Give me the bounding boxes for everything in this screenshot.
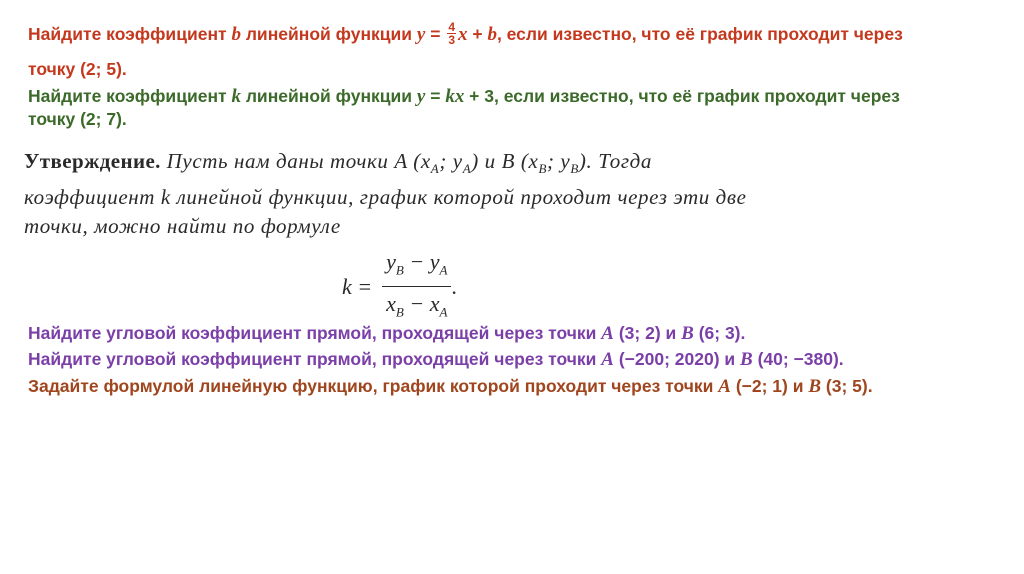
formula-numerator: $y_B - y_A$	[382, 247, 451, 287]
var-b-2: b	[487, 24, 497, 45]
task-1-mid: линейной функции	[240, 24, 417, 44]
statement-line-2: коэффициент k линейной функции, график которой проходит через эти две	[24, 185, 747, 210]
point-a-label: A	[601, 323, 614, 344]
var-b: b	[231, 24, 241, 45]
fraction-4-3	[447, 21, 456, 46]
task-2-prefix: Найдите коэффициент	[28, 86, 232, 106]
task-3-coord-b: (6; 3).	[693, 323, 746, 343]
task-2-mid: линейной функции	[240, 86, 417, 106]
statement-block	[24, 147, 804, 320]
var-x: x	[458, 24, 468, 45]
point-b-label: B	[740, 349, 753, 370]
task-4	[28, 347, 844, 372]
task-2-line-2: точку (2; 7).	[28, 109, 127, 129]
task-5-coord-b: (3; 5).	[821, 376, 873, 396]
task-3-coord-a: (3; 2) и	[613, 323, 682, 343]
statement-line-1	[24, 147, 804, 183]
task-4-coord-b: (40; −380).	[752, 349, 844, 369]
formula-k: k =	[342, 274, 373, 300]
task-1-line-1	[28, 19, 903, 47]
task-4-text: Найдите угловой коэффициент прямой, проходящей через точки	[28, 349, 602, 369]
fraction-denominator: 3	[448, 32, 455, 47]
task-4-coord-a: (−200; 2020) и	[613, 349, 741, 369]
point-a: A ($x_A$; $y_A$)	[394, 149, 479, 177]
point-b-label: B	[808, 376, 822, 397]
formula-fraction	[382, 247, 451, 327]
task-1-line-2: точку (2; 5).	[28, 59, 127, 79]
statement-then: Тогда	[592, 149, 652, 173]
statement-title: Утверждение.	[24, 149, 161, 173]
fraction-numerator: 4	[448, 19, 455, 34]
var-y: y	[416, 24, 426, 45]
equals: =	[425, 24, 446, 44]
statement-and: и	[478, 149, 502, 173]
point-b-label: B	[681, 323, 694, 344]
task-5	[28, 374, 873, 399]
var-kx: kx	[445, 86, 465, 107]
point-a-label: A	[601, 349, 614, 370]
task-2-line-1	[28, 84, 900, 109]
statement-text-1: Пусть нам даны точки	[160, 149, 395, 173]
plus: +	[467, 24, 488, 44]
statement-line-3: точки, можно найти по формуле	[24, 214, 341, 239]
task-1-prefix: Найдите коэффициент	[28, 24, 232, 44]
equals: =	[425, 86, 446, 106]
task-2-suffix: + 3, если известно, что её график проходит через	[464, 86, 900, 106]
formula-denominator: $x_B - x_A$	[386, 291, 448, 320]
task-3-text: Найдите угловой коэффициент прямой, проходящей через точки	[28, 323, 602, 343]
point-a-label: A	[718, 376, 731, 397]
task-3	[28, 321, 745, 346]
point-b: B ($x_B$; $y_B$).	[501, 149, 593, 177]
var-y: y	[416, 86, 426, 107]
task-5-coord-a: (−2; 1) и	[730, 376, 809, 396]
var-k: k	[231, 86, 241, 107]
slope-formula: k = $\frac{y_B - y_A}{x_B - x_A}$ .	[342, 247, 457, 327]
task-5-text: Задайте формулой линейную функцию, график которой проходит через точки	[28, 376, 719, 396]
task-1-suffix: , если известно, что её график проходит через	[496, 24, 903, 44]
